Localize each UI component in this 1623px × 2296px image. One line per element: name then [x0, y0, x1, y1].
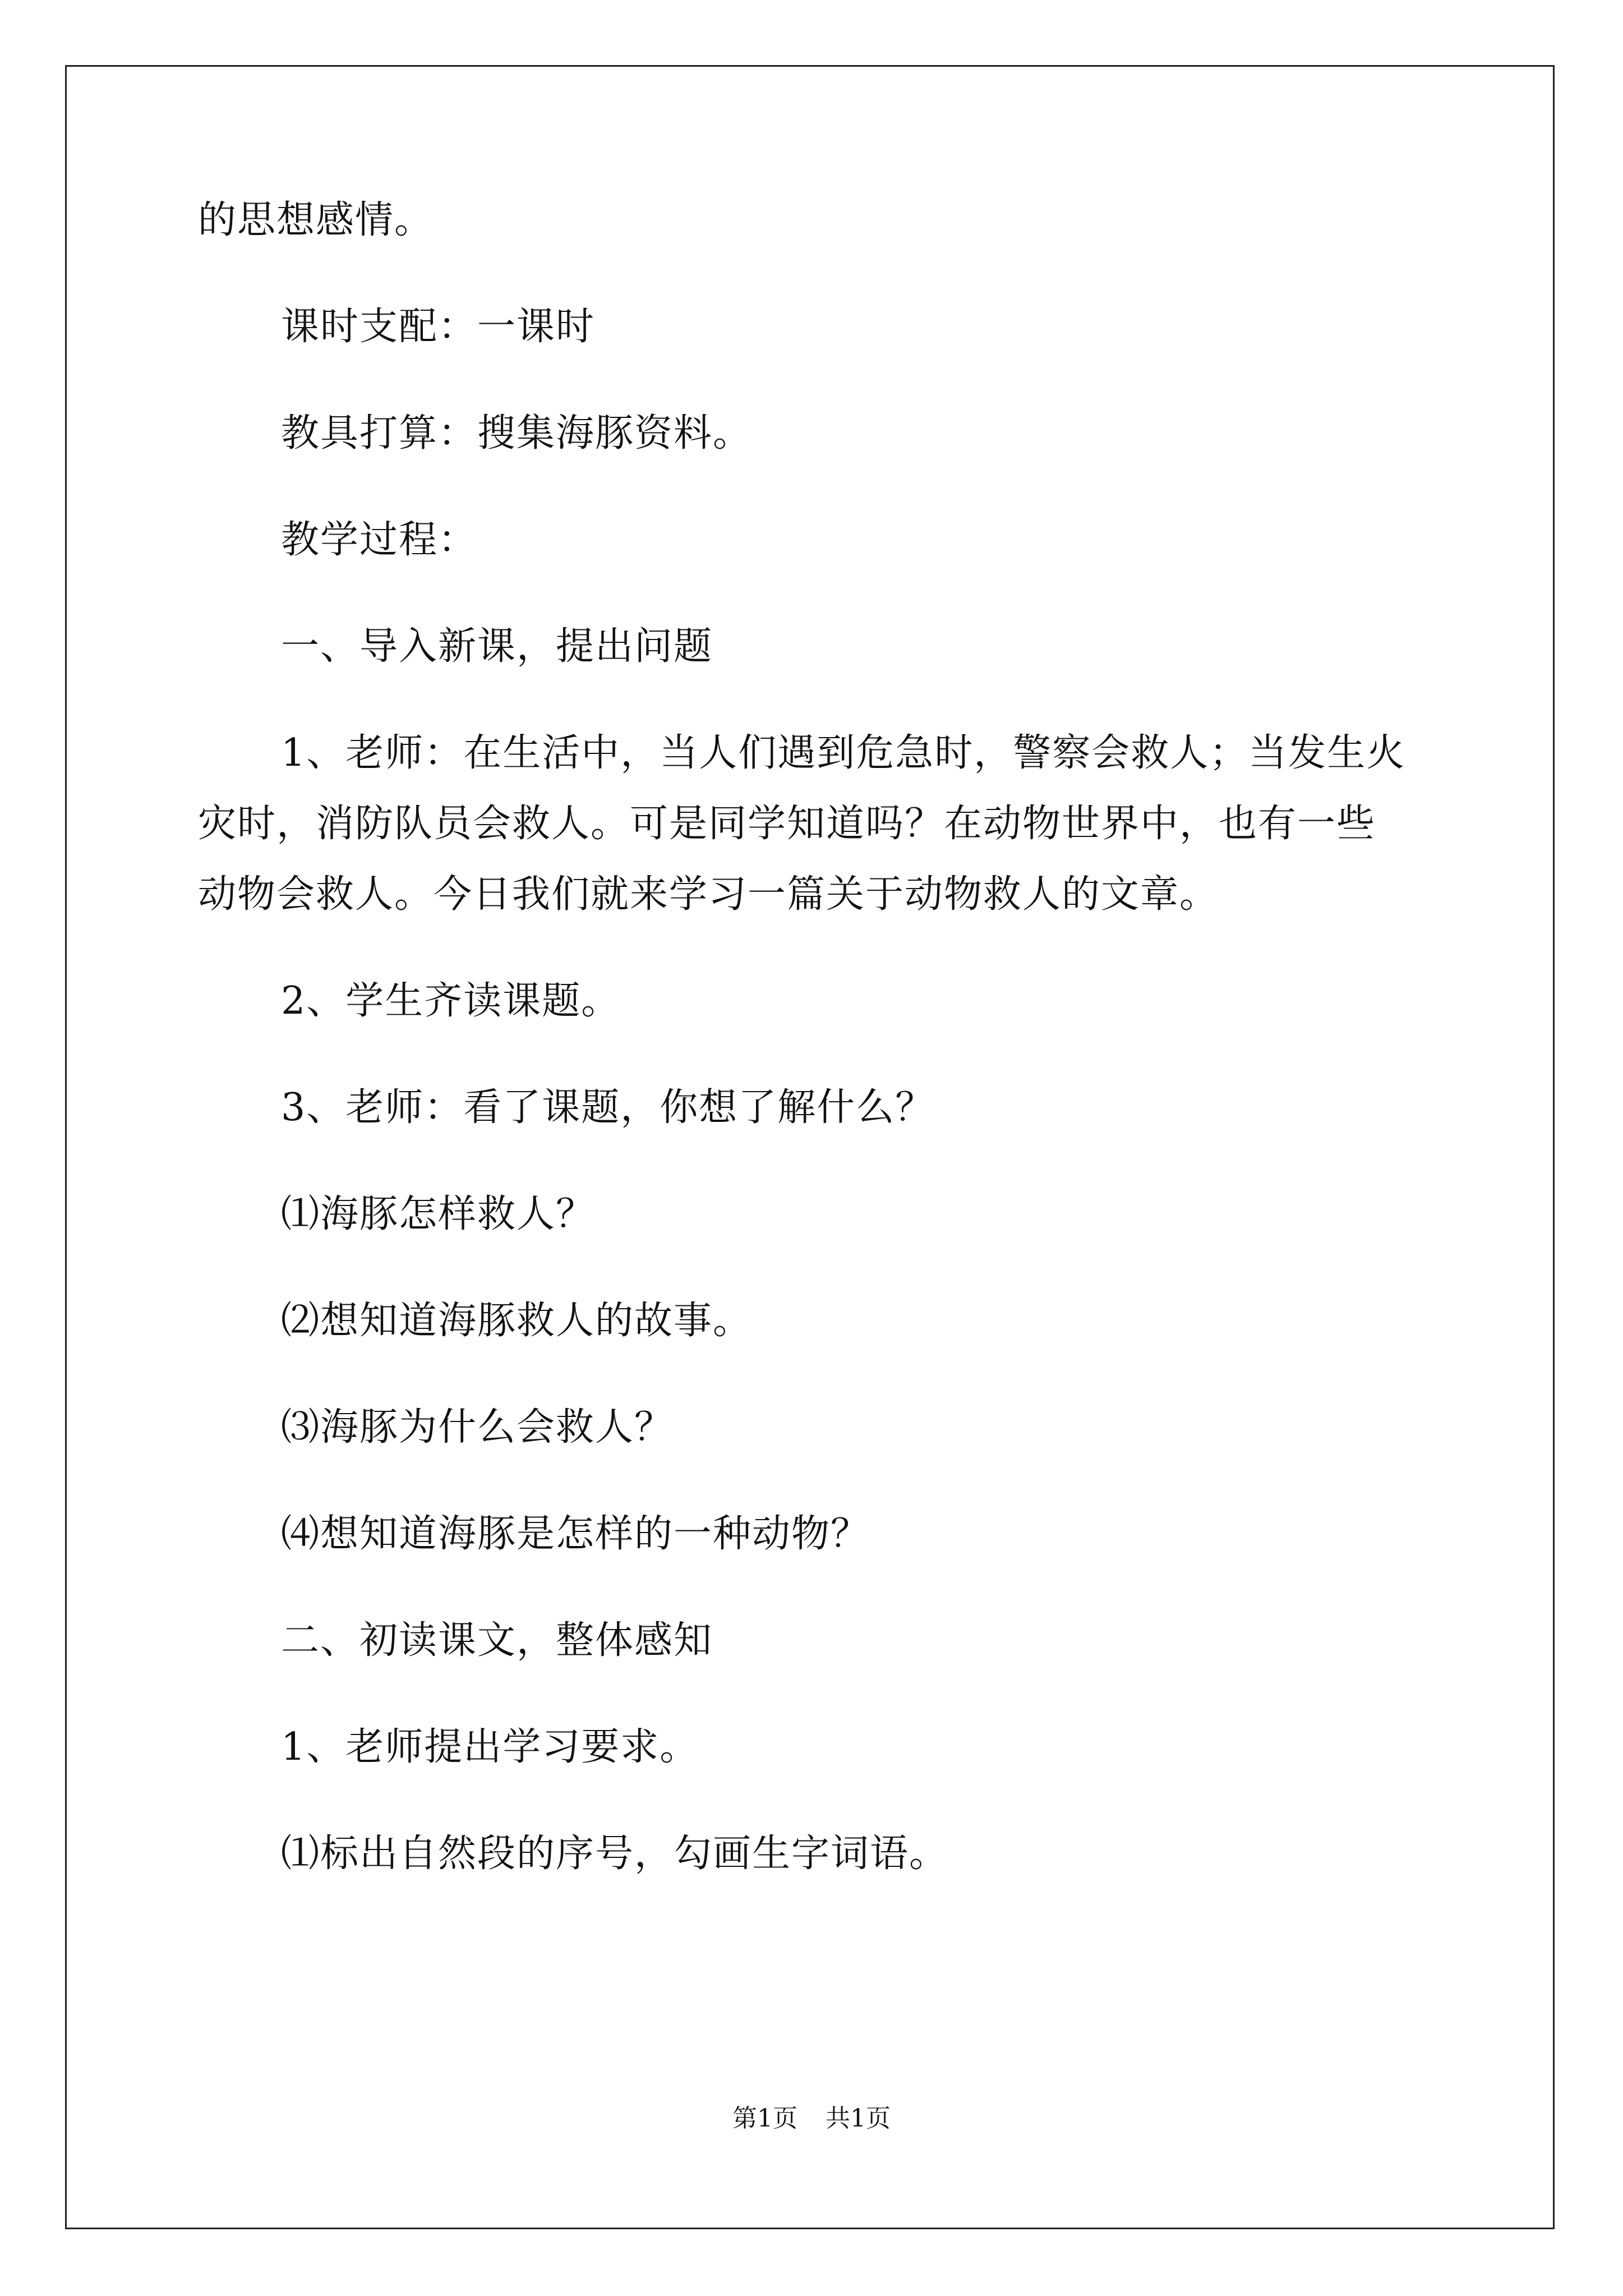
- paragraph-line: 灾时，消防队员会救人。可是同学知道吗？在动物世界中，也有一些: [198, 802, 1376, 846]
- paragraph-line: 1、老师：在生活中，当人们遇到危急时，警察会救人；当发生火: [281, 731, 1406, 775]
- section-heading-2: 二、初读课文，整体感知: [281, 1618, 713, 1663]
- section-heading-1: 一、导入新课，提出问题: [281, 624, 713, 669]
- paragraph-read-title: 2、学生齐读课题。: [281, 979, 621, 1023]
- list-item: ⑷想知道海豚是怎样的一种动物？: [281, 1512, 870, 1556]
- paragraph-teaching-aids: 教具打算：搜集海豚资料。: [281, 411, 753, 455]
- list-item: ⑵想知道海豚救人的故事。: [281, 1299, 753, 1343]
- page-footer: [0, 2098, 1623, 2134]
- list-item: ⑶海豚为什么会救人？: [281, 1405, 674, 1450]
- paragraph-teaching-process: 教学过程：: [281, 518, 478, 562]
- paragraph-teacher-question: 3、老师：看了课题，你想了解什么？: [281, 1085, 935, 1130]
- page-number: 第1页: [732, 2104, 797, 2133]
- paragraph-requirements: 1、老师提出学习要求。: [281, 1725, 699, 1769]
- paragraph-class-hours: 课时支配：一课时: [281, 305, 596, 349]
- document-body: [198, 185, 1477, 1925]
- paragraph-teacher-intro: [198, 718, 1477, 930]
- paragraph-line: 动物会救人。今日我们就来学习一篇关于动物救人的文章。: [198, 872, 1219, 917]
- list-item: ⑴标出自然段的序号，勾画生字词语。: [281, 1832, 949, 1876]
- paragraph-0: 的思想感情。: [198, 198, 434, 242]
- page-total: 共1页: [826, 2104, 891, 2133]
- list-item: ⑴海豚怎样救人？: [281, 1192, 596, 1236]
